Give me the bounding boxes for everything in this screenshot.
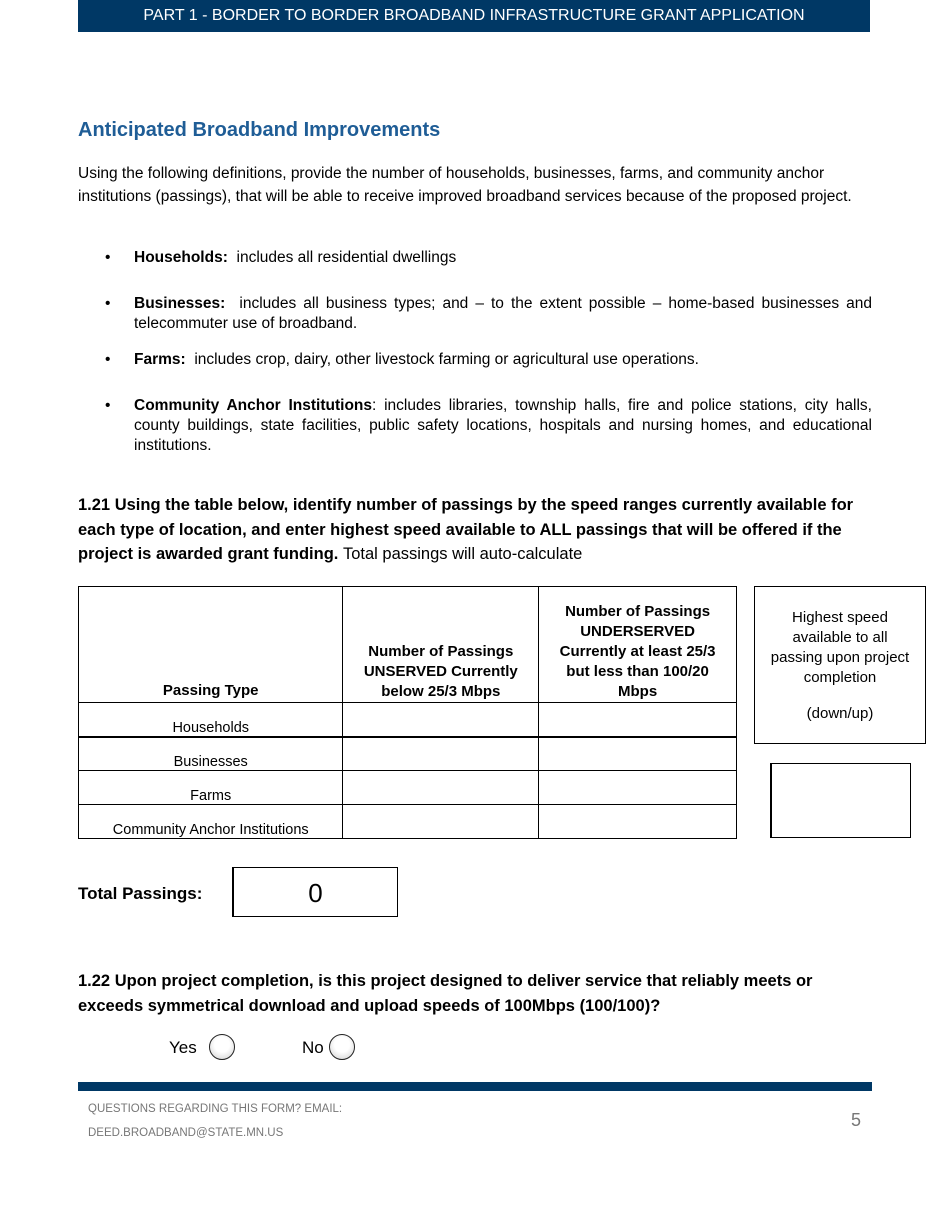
table-row	[79, 805, 737, 839]
col-header-unserved: Number of Passings UNSERVED Currently below 25/3 Mbps	[343, 587, 539, 703]
total-passings-label: Total Passings:	[78, 884, 203, 903]
section-title: Anticipated Broadband Improvements	[78, 119, 441, 141]
table-row	[79, 703, 737, 737]
unserved-input[interactable]	[343, 805, 539, 839]
passings-table	[78, 586, 737, 839]
footer-divider	[78, 1082, 872, 1091]
highest-speed-unit: (down/up)	[806, 705, 874, 722]
table-row	[79, 771, 737, 805]
col-header-underserved: Number of Passings UNDERSERVED Currently at least 25/3 but less than 100/20 Mbps	[539, 587, 737, 703]
page-number: 5	[851, 1110, 862, 1130]
term: Businesses:	[134, 295, 226, 312]
underserved-input[interactable]	[539, 771, 737, 805]
row-label: Businesses	[79, 737, 343, 771]
definition-businesses: • Businesses: includes all business types; and – to the extent possible – home-based businesses and telecommuter use of broadband.	[105, 295, 872, 332]
footer-line-1: QUESTIONS REGARDING THIS FORM? EMAIL:	[88, 1103, 343, 1115]
yes-label: Yes	[169, 1038, 197, 1057]
question-text: 1.21 Using the table below, identify number of passings by the speed ranges currently available for each type of location, and enter highest speed available to ALL passings that will be offered if the project is awarded grant funding.	[78, 496, 854, 563]
question-note: Total passings will auto-calculate	[342, 545, 583, 563]
row-label: Households	[79, 703, 343, 737]
definition: : includes libraries, township halls, fire and police stations, city halls, county buildings, state facilities, public safety locations, hospitals and nursing homes, and educational institutions.	[134, 397, 872, 454]
page-header-banner: PART 1 - BORDER TO BORDER BROADBAND INFRASTRUCTURE GRANT APPLICATION	[78, 0, 870, 32]
underserved-input[interactable]	[539, 805, 737, 839]
underserved-input[interactable]	[539, 737, 737, 771]
yes-radio[interactable]	[209, 1034, 235, 1060]
definition: includes all business types; and – to the extent possible – home-based businesses and telecommuter use of broadband.	[134, 295, 872, 332]
term: Community Anchor Institutions	[134, 397, 373, 414]
row-label: Community Anchor Institutions	[79, 805, 343, 839]
unserved-input[interactable]	[343, 737, 539, 771]
intro-text: Using the following definitions, provide the number of households, businesses, farms, and community anchor institutions (passings), that will be able to receive improved broadband services because of the proposed project.	[78, 165, 852, 205]
total-passings-field: 0	[232, 867, 398, 917]
footer-email: DEED.BROADBAND@STATE.MN.US	[88, 1127, 284, 1139]
definition: includes crop, dairy, other livestock farming or agricultural use operations.	[194, 351, 699, 368]
definition-cai: • Community Anchor Institutions: includes libraries, township halls, fire and police stations, city halls, county buildings, state facilities, public safety locations, hospitals and nursing homes, and educational institutions.	[105, 397, 872, 454]
unserved-input[interactable]	[343, 703, 539, 737]
col-header-type: Passing Type	[79, 587, 343, 703]
question-1-21	[78, 493, 878, 567]
row-label: Farms	[79, 771, 343, 805]
no-radio[interactable]	[329, 1034, 355, 1060]
underserved-input[interactable]	[539, 703, 737, 737]
question-1-22: 1.22 Upon project completion, is this project designed to deliver service that reliably meets or exceeds symmetrical download and upload speeds of 100Mbps (100/100)?	[78, 972, 813, 1015]
table-row	[79, 737, 737, 771]
definition-households: • Households: includes all residential dwellings	[105, 249, 457, 266]
highest-speed-label-box	[754, 586, 926, 744]
definition-farms: • Farms: includes crop, dairy, other livestock farming or agricultural use operations.	[105, 351, 699, 368]
highest-speed-label: Highest speed available to all passing upon project completion	[770, 609, 910, 686]
unserved-input[interactable]	[343, 771, 539, 805]
definition: includes all residential dwellings	[236, 249, 457, 266]
highest-speed-input[interactable]	[770, 763, 911, 838]
no-label: No	[302, 1038, 324, 1057]
term: Farms:	[134, 351, 186, 368]
term: Households:	[134, 249, 228, 266]
